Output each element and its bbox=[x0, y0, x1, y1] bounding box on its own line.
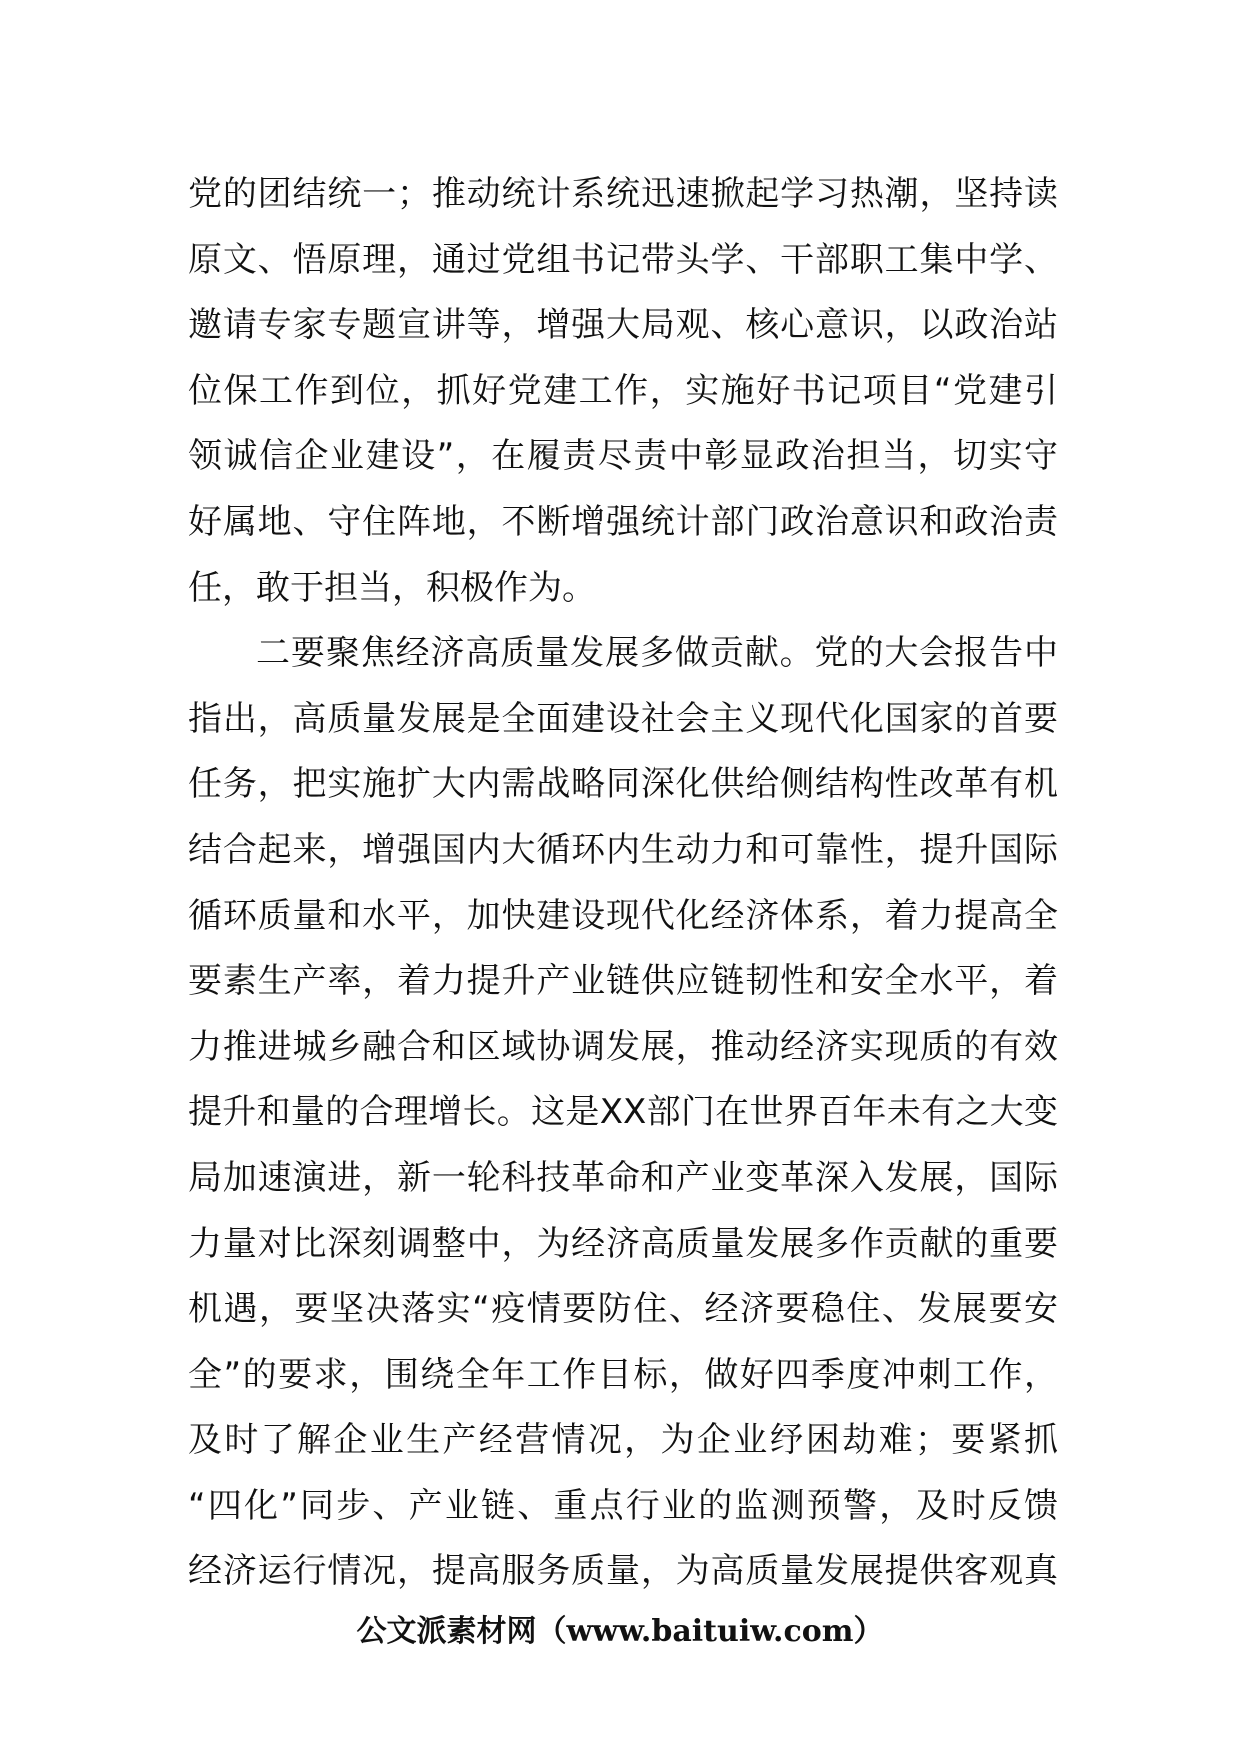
text-line: 邀请专家专题宣讲等，增强大局观、核心意识，以政治站 bbox=[188, 305, 1058, 346]
text-line: 任务，把实施扩大内需战略同深化供给侧结构性改革有机 bbox=[188, 764, 1058, 805]
text-line: 循环质量和水平，加快建设现代化经济体系，着力提高全 bbox=[188, 895, 1058, 936]
text-line: 全”的要求，围绕全年工作目标，做好四季度冲刺工作， bbox=[188, 1354, 1058, 1395]
text-line: “四化”同步、产业链、重点行业的监测预警，及时反馈 bbox=[188, 1485, 1058, 1526]
paragraph-first-line: 二要聚焦经济高质量发展多做贡献。党的大会报告中 bbox=[256, 633, 1058, 674]
document-body bbox=[188, 162, 1058, 1605]
text-line: 位保工作到位，抓好党建工作，实施好书记项目“党建引 bbox=[188, 370, 1058, 411]
text-line: 党的团结统一；推动统计系统迅速掀起学习热潮，坚持读 bbox=[188, 174, 1058, 214]
text-line: 领诚信企业建设”，在履责尽责中彰显政治担当，切实守 bbox=[188, 436, 1058, 477]
page-footer-source: 公文派素材网（www.baituiw.com） bbox=[356, 1614, 884, 1649]
text-line: 指出，高质量发展是全面建设社会主义现代化国家的首要 bbox=[188, 698, 1058, 739]
text-line: 机遇，要坚决落实“疫情要防住、经济要稳住、发展要安 bbox=[188, 1289, 1058, 1330]
text-line: 好属地、守住阵地，不断增强统计部门政治意识和政治责 bbox=[188, 501, 1058, 542]
text-line: 力推进城乡融合和区域协调发展，推动经济实现质的有效 bbox=[188, 1026, 1058, 1067]
text-line: 原文、悟原理，通过党组书记带头学、干部职工集中学、 bbox=[188, 239, 1058, 280]
text-line: 任，敢于担当，积极作为。 bbox=[188, 567, 596, 608]
text-line: 局加速演进，新一轮科技革命和产业变革深入发展，国际 bbox=[188, 1157, 1058, 1198]
text-line: 经济运行情况，提高服务质量，为高质量发展提供客观真 bbox=[188, 1551, 1058, 1592]
text-line: 要素生产率，着力提升产业链供应链韧性和安全水平，着 bbox=[188, 961, 1058, 1002]
text-line: 及时了解企业生产经营情况，为企业纾困劫难；要紧抓 bbox=[188, 1420, 1058, 1461]
text-line: 提升和量的合理增长。这是XX部门在世界百年未有之大变 bbox=[188, 1092, 1058, 1133]
text-line: 结合起来，增强国内大循环内生动力和可靠性，提升国际 bbox=[188, 829, 1058, 870]
text-line: 力量对比深刻调整中，为经济高质量发展多作贡献的重要 bbox=[188, 1223, 1058, 1264]
